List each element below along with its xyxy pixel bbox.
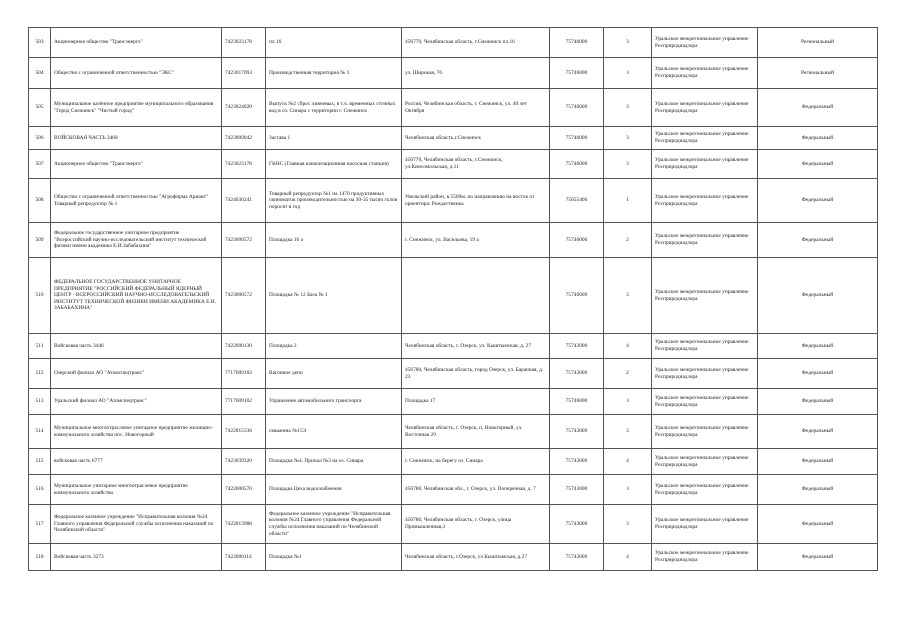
organization-cell: Озерский филиал АО "Атомспецтранс" — [51, 359, 222, 389]
address-cell: 456770, Челябинская область, г.Снежинск, ул.Комсомольская, д.11 — [402, 150, 550, 179]
inn-cell: 7423000572 — [222, 223, 266, 258]
inn-cell: 7422000114 — [222, 544, 266, 571]
inn-cell: 7717609102 — [222, 359, 266, 389]
table-row — [29, 28, 878, 58]
oktmo-cell: 75743000 — [550, 415, 604, 449]
table-row — [29, 150, 878, 179]
site-name-cell: Застава 1 — [266, 127, 402, 150]
supervision-level-cell: Федеральный — [758, 475, 878, 505]
address-cell: Челябинская область, г. Озерск, ул. Кыштымская, д. 27 — [402, 334, 550, 359]
table-row — [29, 449, 878, 475]
address-cell: 456780, Челябинская область, город Озерск, ул. Барачная, д. 23 — [402, 359, 550, 389]
agency-cell: Уральское межрегиональное управление Росприроднадзора — [652, 389, 758, 415]
site-name-cell: Площадка 10 а — [266, 223, 402, 258]
agency-cell: Уральское межрегиональное управление Росприроднадзора — [652, 544, 758, 571]
row-number-cell: 504 — [29, 58, 51, 89]
oktmo-cell: 75743000 — [550, 475, 604, 505]
table-row — [29, 334, 878, 359]
address-cell: ул. Широкая, 76 — [402, 58, 550, 89]
organization-cell: ФЕДЕРАЛЬНОЕ ГОСУДАРСТВЕННОЕ УНИТАРНОЕ ПРЕДПРИЯТИЕ "РОССИЙСКИЙ ФЕДЕРАЛЬНЫЙ ЯДЕРНЫЙ ЦЕНТР - ВСЕРОССИЙСКИЙ НАУЧНО-ИССЛЕДОВАТЕЛЬСКИЙ ИНСТИТУТ ТЕХНИЧЕСКОЙ ФИЗИКИ ИМЕНИ АКАДЕМИКА Е.И. ЗАБАБАХИНА" — [51, 258, 222, 334]
row-number-cell: 507 — [29, 150, 51, 179]
site-name-cell: ГКНС (Главная канализационная насосная станция) — [266, 150, 402, 179]
registry-table — [28, 27, 878, 571]
agency-cell: Уральское межрегиональное управление Росприроднадзора — [652, 89, 758, 127]
inn-cell: 7717609102 — [222, 389, 266, 415]
row-number-cell: 516 — [29, 475, 51, 505]
agency-cell: Уральское межрегиональное управление Росприроднадзора — [652, 258, 758, 334]
supervision-level-cell: Федеральный — [758, 334, 878, 359]
site-name-cell: скважина №15Э — [266, 415, 402, 449]
category-cell: 3 — [604, 415, 652, 449]
table-row — [29, 505, 878, 544]
organization-cell: Федеральное казенное учреждение "Исправительная колония №24 Главного управления Федеральной службы исполнения наказаний по Челябинской области" — [51, 505, 222, 544]
supervision-level-cell: Федеральный — [758, 544, 878, 571]
organization-cell: Войсковая часть 3273 — [51, 544, 222, 571]
address-cell: 456780, Челябинская область, г. Озерск, улица Промышленная,3 — [402, 505, 550, 544]
inn-cell: 7422013988 — [222, 505, 266, 544]
row-number-cell: 508 — [29, 179, 51, 223]
supervision-level-cell: Федеральный — [758, 389, 878, 415]
table-row — [29, 475, 878, 505]
oktmo-cell: 75746000 — [550, 28, 604, 58]
table-row — [29, 127, 878, 150]
oktmo-cell: 75743000 — [550, 505, 604, 544]
organization-cell: войсковая часть 6777 — [51, 449, 222, 475]
site-name-cell: Площадка 2 — [266, 334, 402, 359]
inn-cell: 7424030241 — [222, 179, 266, 223]
site-name-cell: Федеральное казенное учреждение "Исправительная колония №24 Главного управления Федеральной службы исполнения наказаний по Челябинской области" — [266, 505, 402, 544]
row-number-cell: 511 — [29, 334, 51, 359]
agency-cell: Уральское межрегиональное управление Росприроднадзора — [652, 28, 758, 58]
site-name-cell: пл 16 — [266, 28, 402, 58]
inn-cell: 7422000130 — [222, 334, 266, 359]
site-name-cell: Площадка Цеха водоснабжения — [266, 475, 402, 505]
category-cell: 3 — [604, 505, 652, 544]
row-number-cell: 506 — [29, 127, 51, 150]
organization-cell: Акционерное общество "Трансэнерго" — [51, 150, 222, 179]
table-row — [29, 258, 878, 334]
address-cell: Увельский район, в 5500м. по направлению на восток от ориентира: Рождественка — [402, 179, 550, 223]
table-row — [29, 389, 878, 415]
category-cell: 3 — [604, 150, 652, 179]
organization-cell: Федеральное государственное унитарное предприятие "Всероссийский научно-исследовательский институт технической физики имени академика Е.И.Забабахина" — [51, 223, 222, 258]
category-cell: 3 — [604, 258, 652, 334]
supervision-level-cell: Федеральный — [758, 150, 878, 179]
address-cell — [402, 258, 550, 334]
inn-cell: 7423023178 — [222, 150, 266, 179]
address-cell: Челябинская область, г.Озерск, ул Кыштымская, д.27 — [402, 544, 550, 571]
organization-cell: Общество с ограниченной ответственностью "Агрофирма Ариант" Товарный репродуктор № 1 — [51, 179, 222, 223]
agency-cell: Уральское межрегиональное управление Росприроднадзора — [652, 475, 758, 505]
organization-cell: Муниципальное многоотраслевое унитарное предприятие жилищно-коммунального хозяйства пос. Новогорный — [51, 415, 222, 449]
row-number-cell: 518 — [29, 544, 51, 571]
agency-cell: Уральское межрегиональное управление Росприроднадзора — [652, 505, 758, 544]
supervision-level-cell: Федеральный — [758, 179, 878, 223]
supervision-level-cell: Федеральный — [758, 89, 878, 127]
category-cell: 4 — [604, 544, 652, 571]
organization-cell: Муниципальное казённое предприятие муниципального образования "Город Снежинск" "Чистый город" — [51, 89, 222, 127]
oktmo-cell: 75746000 — [550, 258, 604, 334]
row-number-cell: 509 — [29, 223, 51, 258]
address-cell: 456770, Челябинская область, г.Снежинск пл.16 — [402, 28, 550, 58]
table-row — [29, 58, 878, 89]
row-number-cell: 514 — [29, 415, 51, 449]
address-cell: г. Снежинск, ул. Васильева, 19 а — [402, 223, 550, 258]
table-row — [29, 544, 878, 571]
oktmo-cell: 75746000 — [550, 127, 604, 150]
supervision-level-cell: Региональный — [758, 28, 878, 58]
agency-cell: Уральское межрегиональное управление Росприроднадзора — [652, 359, 758, 389]
row-number-cell: 515 — [29, 449, 51, 475]
address-cell: Россия, Челябинская область, г. Снежинск, ул. 40 лет Октября — [402, 89, 550, 127]
address-cell: 456780, Челябинская обл., г. Озерск, ул. Поперечная, д. 7 — [402, 475, 550, 505]
row-number-cell: 505 — [29, 89, 51, 127]
oktmo-cell: 75746000 — [550, 89, 604, 127]
table-row — [29, 89, 878, 127]
oktmo-cell: 75743000 — [550, 544, 604, 571]
category-cell: 3 — [604, 389, 652, 415]
agency-cell: Уральское межрегиональное управление Росприроднадзора — [652, 127, 758, 150]
site-name-cell: Площадка № 12 База № 1 — [266, 258, 402, 334]
category-cell: 2 — [604, 223, 652, 258]
supervision-level-cell: Федеральный — [758, 449, 878, 475]
site-name-cell: Площадка №4. Причал №3 на оз. Синара — [266, 449, 402, 475]
category-cell: 4 — [604, 449, 652, 475]
oktmo-cell: 75746000 — [550, 223, 604, 258]
category-cell: 2 — [604, 359, 652, 389]
table-row — [29, 179, 878, 223]
row-number-cell: 517 — [29, 505, 51, 544]
supervision-level-cell: Федеральный — [758, 223, 878, 258]
supervision-level-cell: Федеральный — [758, 258, 878, 334]
address-cell: г. Снежинск, на берегу оз. Синара — [402, 449, 550, 475]
table-row — [29, 415, 878, 449]
site-name-cell: Производственная территория № 3 — [266, 58, 402, 89]
inn-cell: 7422000570 — [222, 475, 266, 505]
row-number-cell: 512 — [29, 359, 51, 389]
row-number-cell: 503 — [29, 28, 51, 58]
inn-cell: 7423017093 — [222, 58, 266, 89]
supervision-level-cell: Федеральный — [758, 359, 878, 389]
oktmo-cell: 75655466 — [550, 179, 604, 223]
oktmo-cell: 75746000 — [550, 58, 604, 89]
category-cell: 4 — [604, 334, 652, 359]
category-cell: 3 — [604, 89, 652, 127]
category-cell: 3 — [604, 127, 652, 150]
registry-body — [29, 28, 878, 571]
organization-cell: Муниципальное унитарное многоотраслевое предприятие коммунального хозяйства — [51, 475, 222, 505]
site-name-cell: Товарный репродуктор №1 на 1470 продуктивных свиноматок производительностью на 30-35 тысяч голов поросят в год — [266, 179, 402, 223]
oktmo-cell: 75746000 — [550, 150, 604, 179]
inn-cell: 7423023178 — [222, 28, 266, 58]
agency-cell: Уральское межрегиональное управление Росприроднадзора — [652, 179, 758, 223]
table-row — [29, 223, 878, 258]
supervision-level-cell: Федеральный — [758, 127, 878, 150]
address-cell: Челябинская область,г.Снежинск — [402, 127, 550, 150]
site-name-cell: Управление автомобильного транспорта — [266, 389, 402, 415]
row-number-cell: 513 — [29, 389, 51, 415]
supervision-level-cell: Федеральный — [758, 505, 878, 544]
supervision-level-cell: Региональный — [758, 58, 878, 89]
category-cell: 3 — [604, 475, 652, 505]
address-cell: Площадка 17 — [402, 389, 550, 415]
category-cell: 3 — [604, 28, 652, 58]
agency-cell: Уральское межрегиональное управление Росприроднадзора — [652, 449, 758, 475]
inn-cell: 7423024020 — [222, 89, 266, 127]
site-name-cell: Выпуск №2 сброс ливневых, в т.ч. временных сточных вод в оз. Синара с территории г. Снежинск — [266, 89, 402, 127]
organization-cell: Войсковая часть 3446 — [51, 334, 222, 359]
oktmo-cell: 75743000 — [550, 359, 604, 389]
inn-cell: 7422015336 — [222, 415, 266, 449]
organization-cell: Уральский филиал АО "Атомспецтранс" — [51, 389, 222, 415]
agency-cell: Уральское межрегиональное управление Росприроднадзора — [652, 415, 758, 449]
inn-cell: 7423039320 — [222, 449, 266, 475]
row-number-cell: 510 — [29, 258, 51, 334]
agency-cell: Уральское межрегиональное управление Росприроднадзора — [652, 334, 758, 359]
category-cell: 3 — [604, 58, 652, 89]
inn-cell: 7423009042 — [222, 127, 266, 150]
oktmo-cell: 75743000 — [550, 334, 604, 359]
table-row — [29, 359, 878, 389]
site-name-cell: Площадка №1 — [266, 544, 402, 571]
agency-cell: Уральское межрегиональное управление Росприроднадзора — [652, 150, 758, 179]
oktmo-cell: 75746000 — [550, 389, 604, 415]
supervision-level-cell: Федеральный — [758, 415, 878, 449]
site-name-cell: Вагонное депо — [266, 359, 402, 389]
organization-cell: Общество с ограниченной ответственностью "ЭКС" — [51, 58, 222, 89]
agency-cell: Уральское межрегиональное управление Росприроднадзора — [652, 223, 758, 258]
agency-cell: Уральское межрегиональное управление Росприроднадзора — [652, 58, 758, 89]
organization-cell: ВОЙСКОВАЯ ЧАСТЬ 3468 — [51, 127, 222, 150]
oktmo-cell: 75743000 — [550, 449, 604, 475]
category-cell: 1 — [604, 179, 652, 223]
address-cell: Челябинская область, г. Озерск, п. Новогорный, ул. Восточная 29 — [402, 415, 550, 449]
organization-cell: Акционерное общество "Трансэнерго" — [51, 28, 222, 58]
inn-cell: 7423000572 — [222, 258, 266, 334]
